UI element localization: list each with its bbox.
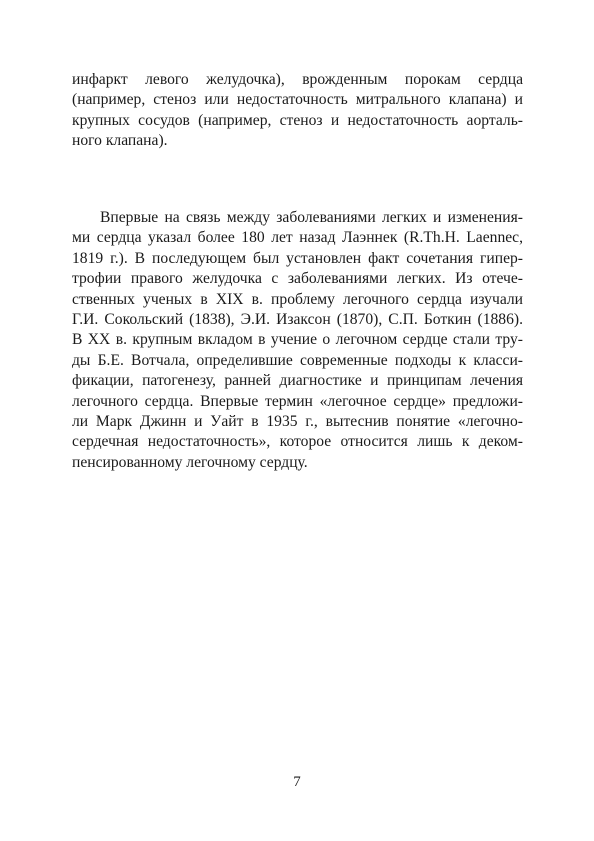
text-line: инфаркт левого желудочка), врожденным порокам сердца	[72, 71, 523, 88]
text-line: фикации, патогенезу, ранней диагностике и принципам лечения	[72, 372, 523, 390]
text-line: ми сердца указал более 180 лет назад Лаэннек (R.Th.H. Laennec,	[72, 229, 523, 247]
text-line: В XX в. крупным вкладом в учение о легочном сердце стали тру-	[72, 331, 523, 349]
text-line: Впервые на связь между заболеваниями легких и изменения-	[100, 209, 523, 226]
text-line: 1819 г.). В последующем был установлен факт сочетания гипер-	[72, 249, 523, 267]
page-number: 7	[293, 774, 301, 790]
text-line: ственных ученых в XIX в. проблему легочного сердца изучали	[72, 290, 523, 308]
text-line: ного клапана).	[72, 132, 168, 150]
text-line: легочного сердца. Впервые термин «легочное сердце» предложи-	[72, 392, 523, 410]
text-line: трофии правого желудочка с заболеваниями легких. Из отече-	[72, 270, 523, 288]
text-line: пенсированному легочному сердцу.	[72, 453, 308, 471]
paragraph-history	[72, 208, 523, 473]
text-line: сердечная недостаточность», которое относится лишь к деком-	[72, 433, 523, 451]
text-line: ли Марк Джинн и Уайт в 1935 г., вытеснив понятие «легочно-	[72, 413, 523, 431]
text-line: крупных сосудов (например, стеноз и недостаточность аорталь-	[72, 111, 523, 129]
paragraph-continuation	[72, 70, 523, 152]
text-line: ды Б.Е. Вотчала, определившие современные подходы к класси-	[72, 351, 523, 369]
text-line: Г.И. Сокольский (1838), Э.И. Изаксон (1870), С.П. Боткин (1886).	[72, 311, 523, 329]
text-line: (например, стеноз или недостаточность митрального клапана) и	[72, 91, 523, 109]
